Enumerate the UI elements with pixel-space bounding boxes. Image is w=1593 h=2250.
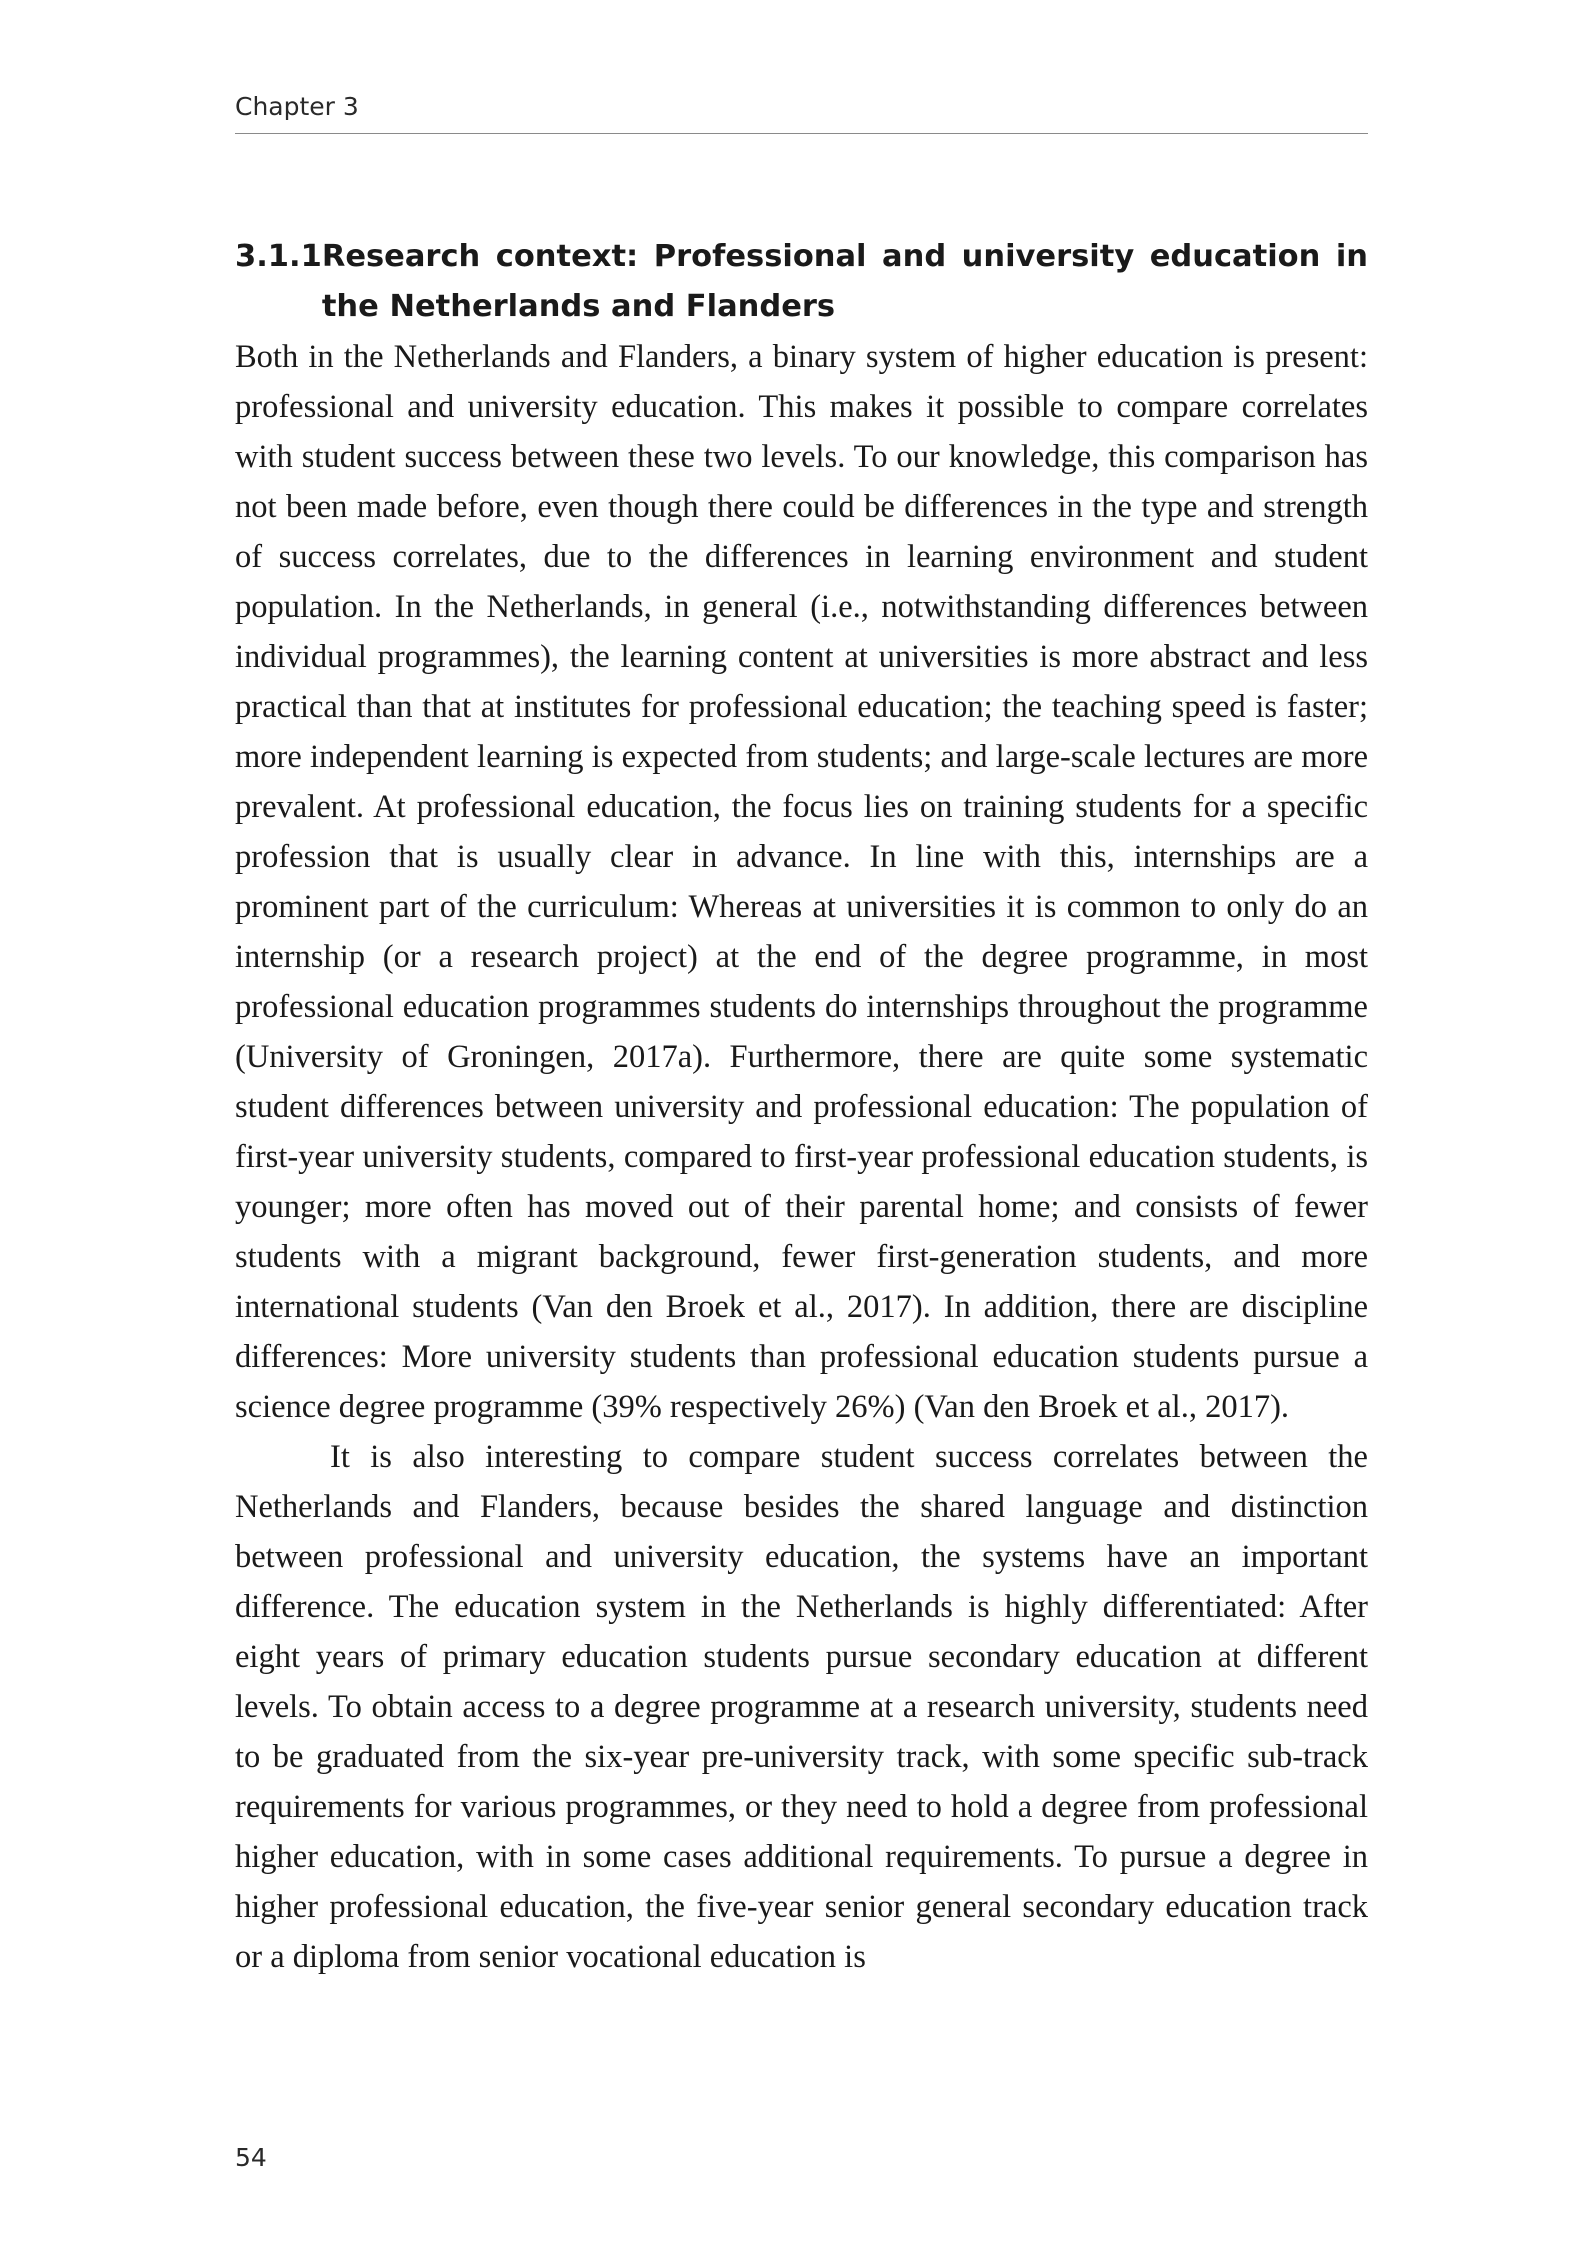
section-number: 3.1.1 bbox=[235, 239, 322, 274]
page-number: 54 bbox=[235, 2143, 267, 2172]
running-header: Chapter 3 bbox=[235, 92, 1368, 134]
paragraph-netherlands-flanders: It is also interesting to compare student success correlates between the Netherlands and Flanders, because besides the shared language and distinction between professional and university education, the systems have an important difference. The education system in the Netherlands is highly differentiated: After eight years of primary education students pursue secondary education at different levels. To obtain access to a degree programme at a research university, students need to be graduated from the six-year pre-university track, with some specific sub-track requirements for various programmes, or they need to hold a degree from professional higher education, with in some cases additional requirements. To pursue a degree in higher professional education, the five-year senior general secondary education track or a diploma from senior vocational education is bbox=[235, 1439, 1368, 1975]
page-content bbox=[235, 232, 1368, 1982]
paragraph-binary-system: Both in the Netherlands and Flanders, a binary system of higher education is present: professional and university education. This makes it possible to compare correlates with student success between these two levels. To our knowledge, this comparison has not been made before, even though there could be differences in the type and strength of success correlates, due to the differences in learning environment and student population. In the Netherlands, in general (i.e., notwithstanding differences between individual programmes), the learning content at universities is more abstract and less practical than that at institutes for professional education; the teaching speed is faster; more independent learning is expected from students; and large-scale lectures are more prevalent. At professional education, the focus lies on training students for a specific profession that is usually clear in advance. In line with this, internships are a prominent part of the curriculum: Whereas at universities it is common to only do an internship (or a research project) at the end of the degree programme, in most professional education programmes students do internships throughout the programme (University of Groningen, 2017a). Furthermore, there are quite some systematic student differences between university and professional education: The population of first-year university students, compared to first-year professional education students, is younger; more often has moved out of their parental home; and consists of fewer students with a migrant background, fewer first-generation students, and more international students (Van den Broek et al., 2017). In addition, there are discipline differences: More university students than professional education students pursue a science degree programme (39% respectively 26%) (Van den Broek et al., 2017). bbox=[235, 339, 1368, 1425]
section-heading bbox=[235, 232, 1368, 332]
section-title: Research context: Professional and university education in the Netherlands and Flanders bbox=[321, 239, 1368, 324]
